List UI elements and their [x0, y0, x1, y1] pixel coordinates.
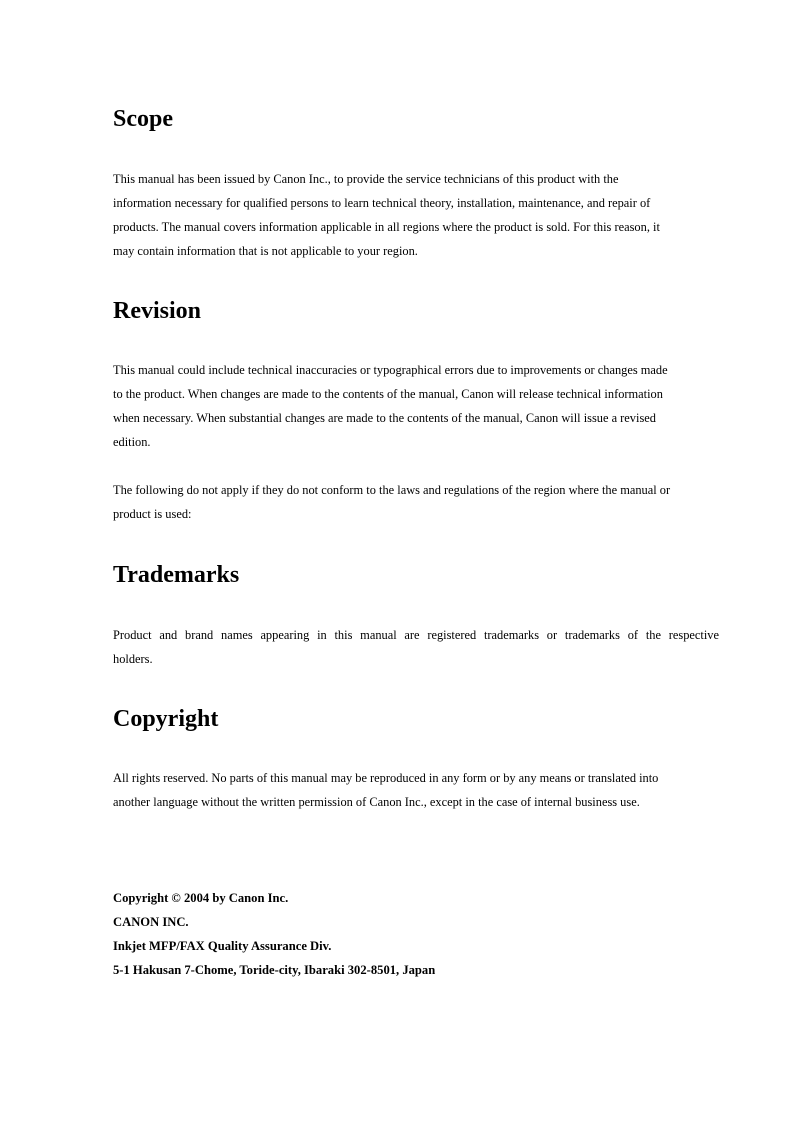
revision-line: to the product. When changes are made to the contents of the manual, Canon will release technical information: [113, 387, 663, 401]
trademarks-paragraph: [113, 623, 719, 671]
trademarks-line: Product and brand names appearing in this manual are registered trademarks or trademarks of the respective: [113, 628, 719, 642]
imprint-block: [113, 886, 435, 982]
revision-paragraph-1: [113, 358, 719, 454]
imprint-copyright: Copyright © 2004 by Canon Inc.: [113, 891, 289, 905]
revision-line: edition.: [113, 435, 151, 449]
revision-heading: Revision: [113, 298, 202, 324]
trademarks-line: holders.: [113, 652, 153, 666]
imprint-division: Inkjet MFP/FAX Quality Assurance Div.: [113, 939, 332, 953]
copyright-heading: Copyright: [113, 706, 219, 732]
revision-line: product is used:: [113, 507, 192, 521]
scope-line: information necessary for qualified persons to learn technical theory, installation, maintenance, and repair of: [113, 196, 651, 210]
scope-line: products. The manual covers information applicable in all regions where the product is sold. For this reason, it: [113, 220, 660, 234]
scope-line: This manual has been issued by Canon Inc., to provide the service technicians of this product with the: [113, 172, 619, 186]
revision-line: The following do not apply if they do not conform to the laws and regulations of the region where the manual or: [113, 483, 671, 497]
copyright-line: All rights reserved. No parts of this manual may be reproduced in any form or by any means or translated into: [113, 771, 659, 785]
imprint-address: 5-1 Hakusan 7-Chome, Toride-city, Ibaraki 302-8501, Japan: [113, 963, 436, 977]
imprint-company: CANON INC.: [113, 915, 189, 929]
revision-line: This manual could include technical inaccuracies or typographical errors due to improvements or changes made: [113, 363, 668, 377]
scope-paragraph: [113, 167, 719, 263]
trademarks-heading: Trademarks: [113, 562, 240, 588]
scope-heading: Scope: [113, 106, 173, 132]
revision-line: when necessary. When substantial changes are made to the contents of the manual, Canon will issue a revised: [113, 411, 656, 425]
revision-paragraph-2: [113, 478, 719, 526]
scope-line: may contain information that is not applicable to your region.: [113, 244, 418, 258]
copyright-line: another language without the written permission of Canon Inc., except in the case of internal business use.: [113, 795, 640, 809]
copyright-paragraph: [113, 766, 719, 814]
